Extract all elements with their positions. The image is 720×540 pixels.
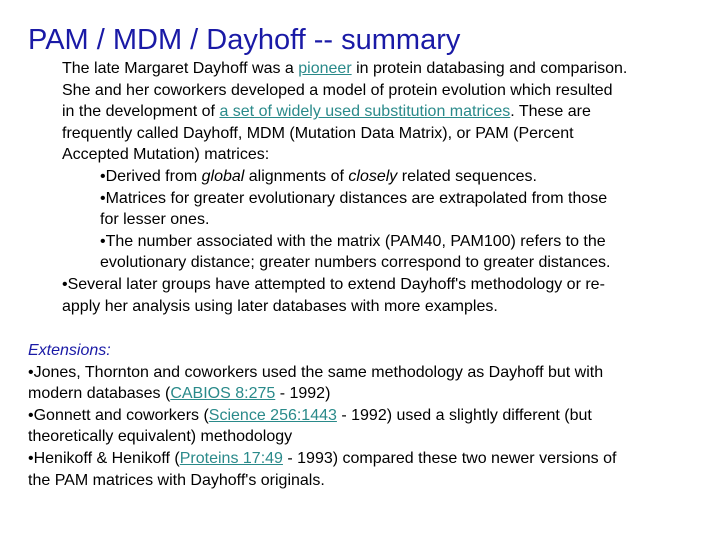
extension-jones-line-2	[28, 383, 708, 405]
intro-line-2: She and her coworkers developed a model of protein evolution which resulted	[62, 81, 613, 99]
intro-line-3	[62, 101, 712, 123]
text-span: - 1992)	[275, 385, 331, 403]
extensions-section	[28, 340, 708, 491]
emphasis-closely: closely	[348, 167, 398, 185]
extension-gonnett-line-2: theoretically equivalent) methodology	[28, 428, 293, 446]
bullet-extrapolated-line-2: for lesser ones.	[100, 211, 210, 229]
bullet-number-line-2: evolutionary distance; greater numbers correspond to greater distances.	[100, 254, 611, 272]
cabios-link[interactable]: CABIOS 8:275	[170, 385, 276, 403]
extension-henikoff-line-1	[28, 448, 708, 470]
bullet-extrapolated-line-1: •Matrices for greater evolutionary distances are extrapolated from those	[100, 189, 608, 207]
text-span: in the development of	[62, 103, 220, 121]
intro-line-4: frequently called Dayhoff, MDM (Mutation Data Matrix), or PAM (Percent	[62, 124, 574, 142]
science-link[interactable]: Science 256:1443	[208, 406, 337, 424]
text-span: alignments of	[244, 167, 349, 185]
text-span: •Derived from	[100, 167, 202, 185]
bullet-derived	[62, 166, 712, 188]
intro-line-5: Accepted Mutation) matrices:	[62, 146, 270, 164]
extensions-heading: Extensions:	[28, 342, 111, 359]
bullet-number-line-1: •The number associated with the matrix (PAM40, PAM100) refers to the	[100, 232, 606, 250]
text-span: . These are	[510, 103, 591, 121]
text-span: •Gonnett and coworkers (	[28, 406, 209, 424]
text-span: •Henikoff & Henikoff (	[28, 449, 180, 467]
bullet-later-groups-line-1: •Several later groups have attempted to extend Dayhoff's methodology or re-	[62, 275, 605, 293]
text-span: - 1992) used a slightly different (but	[336, 406, 592, 424]
text-span: related sequences.	[397, 167, 537, 185]
summary-text	[62, 58, 712, 317]
substitution-matrices-link[interactable]: a set of widely used substitution matrices	[219, 103, 511, 121]
text-span: The late Margaret Dayhoff was a	[62, 60, 299, 77]
extension-jones-line-1: •Jones, Thornton and coworkers used the same methodology as Dayhoff but with	[28, 363, 604, 381]
text-span: - 1993) compared these two newer versions of	[282, 449, 617, 467]
pioneer-link[interactable]: pioneer	[298, 60, 352, 77]
text-span: modern databases (	[28, 385, 171, 403]
extension-henikoff-line-2: the PAM matrices with Dayhoff's originals.	[28, 471, 325, 489]
extension-gonnett-line-1	[28, 405, 708, 427]
page-title: PAM / MDM / Dayhoff -- summary	[28, 24, 461, 56]
emphasis-global: global	[201, 167, 245, 185]
intro-line-1	[62, 58, 712, 80]
proteins-link[interactable]: Proteins 17:49	[179, 449, 283, 467]
bullet-later-groups-line-2: apply her analysis using later databases with more examples.	[62, 297, 498, 315]
text-span: in protein databasing and comparison.	[351, 60, 628, 77]
